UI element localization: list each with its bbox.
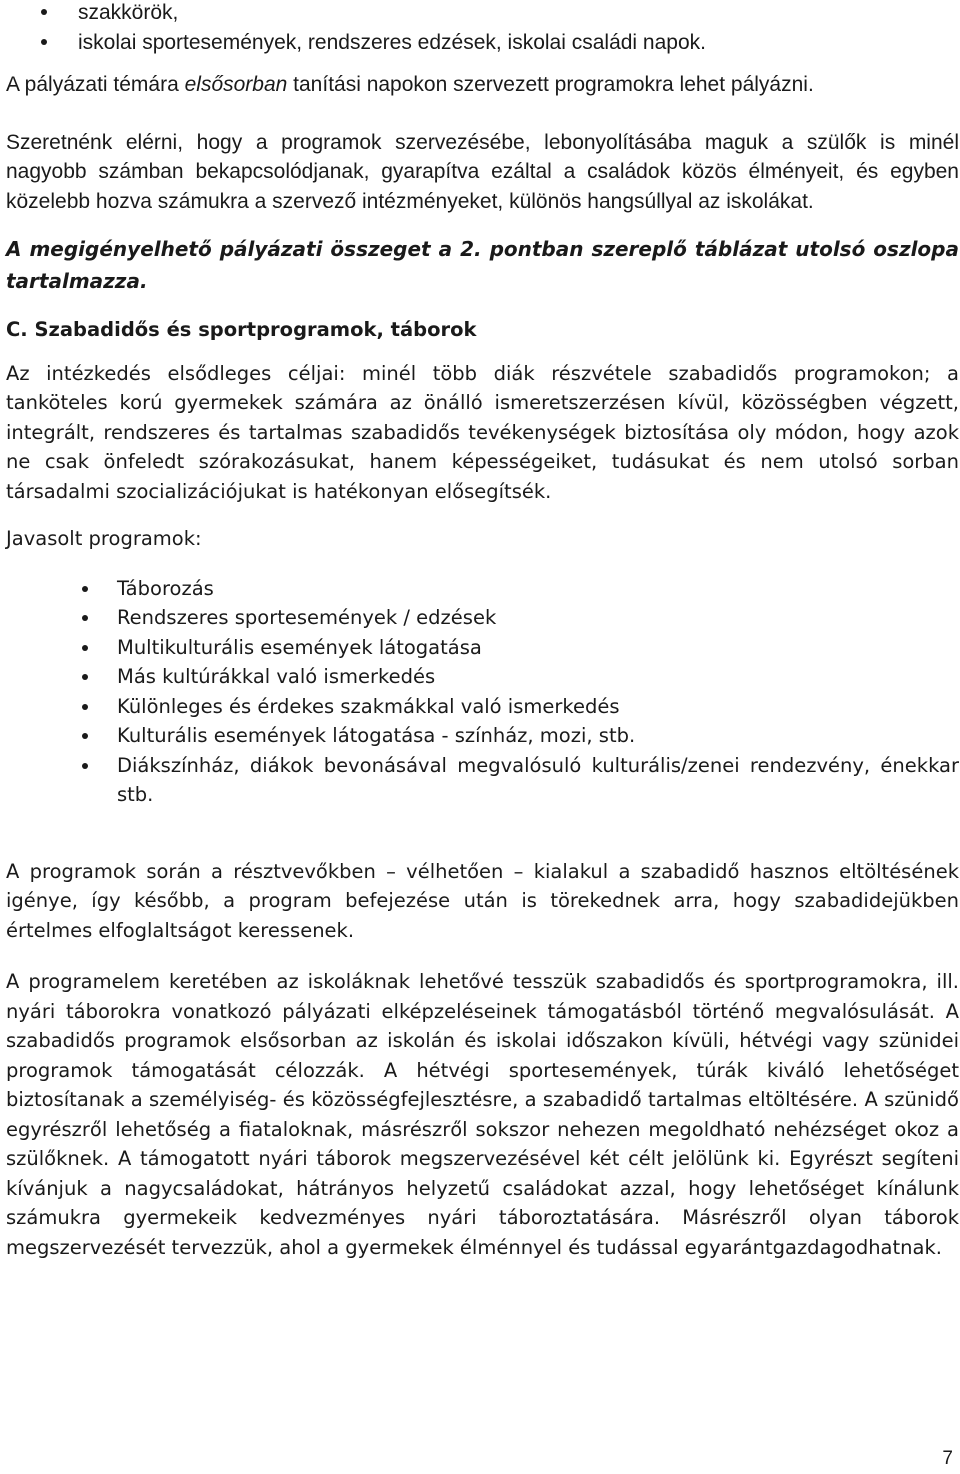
parents-paragraph: Szeretnénk elérni, hogy a programok szervezésébe, lebonyolításába maguk a szülők is minél nagyobb számban bekapcsolódjanak, gyarapítva ezáltal a családok közös élményeit, és egyben közelebb hozva számukra a szervező intézményeket, különös hangsúllyal az iskolákat.	[6, 130, 959, 213]
list-item: Kulturális események látogatása - színház, mozi, stb.	[6, 721, 959, 751]
page-number: 7	[942, 1448, 953, 1469]
bullet-icon	[41, 9, 47, 15]
goals-paragraph: Az intézkedés elsődleges céljai: minél több diák részvétele szabadidős programokon; a tanköteles korú gyermekek számára az önálló ismeretszerzésen kívül, közösségben végzett, integrált, rendszeres és tartalmas szabadidős tevékenységek biztosítása oly módon, hogy azok ne csak önfeledt szórakozásukat, hanem képességeiket, tudásukat és nem utolsó sorban társadalmi szocializációjukat is hatékonyan elősegítsék.	[6, 361, 959, 503]
proposed-programs-list	[6, 574, 959, 810]
bullet-icon	[82, 645, 88, 651]
support-paragraph: A programelem keretében az iskoláknak lehetővé tesszük szabadidős és sportprogramokra, ill. nyári táborokra vonatkozó pályázati elképzeléseinek támogatásból történő megvalósulását. A szabadidős programok elsősorban az iskolán és iskolai időszakon kívüli, hétvégi vagy szünidei programok támogatását célozzák. A hétvégi sportesemények, túrák kiváló lehetőséget biztosítanak a személyiség- és közösségfejlesztésre, a szabadidő tartalmas eltöltésére. A szünidő egyrészről lehetőség a fiataloknak, másrészről sokszor nehezen megoldható nehézséget okoz a szülőknek. A támogatott nyári táborok megszervezésével két célt jelölünk ki. Egyrészt segíteni kívánjuk a nagycsaládokat, hátrányos helyzetű családokat azzal, hogy lehetőséget kínálunk számukra gyermekeik kedvezményes nyári táboroztatására. Másrészről olyan táborok megszervezését tervezzük, ahol a gyermekek élménnyel és tudással egyarántgazdagodhatnak.	[6, 970, 959, 1259]
list-item: Táborozás	[6, 574, 959, 604]
list-item: Más kultúrákkal való ismerkedés	[6, 662, 959, 692]
bullet-icon	[41, 39, 47, 45]
intro-paragraph: A pályázati témára elsősorban tanítási napokon szervezett programokra lehet pályázni.	[6, 73, 814, 96]
top-bullet-list	[6, 0, 959, 57]
list-item: iskolai sportesemények, rendszeres edzések, iskolai családi napok.	[6, 28, 959, 58]
bullet-icon	[82, 704, 88, 710]
proposed-programs-label: Javasolt programok:	[6, 527, 202, 550]
list-item: Rendszeres sportesemények / edzések	[6, 603, 959, 633]
list-item: Multikulturális események látogatása	[6, 633, 959, 663]
bullet-icon	[82, 733, 88, 739]
amount-note: A megigényelhető pályázati összeget a 2. pontban szereplő táblázat utolsó oszlopa tartalmazza.	[6, 237, 959, 293]
list-item: Diákszínház, diákok bevonásával megvalósuló kulturális/zenei rendezvény, énekkar stb.	[6, 751, 959, 810]
outcome-paragraph: A programok során a résztvevőkben – vélhetően – kialakul a szabadidő hasznos eltöltésének igénye, így később, a program befejezése után is törekednek arra, hogy szabadidejükben értelmes elfoglaltságot keressenek.	[6, 859, 959, 942]
bullet-icon	[82, 763, 88, 769]
bullet-icon	[82, 615, 88, 621]
section-heading: C. Szabadidős és sportprogramok, táborok	[6, 318, 477, 341]
document-page	[6, 0, 959, 1262]
list-item: szakkörök,	[6, 0, 959, 28]
bullet-icon	[82, 674, 88, 680]
bullet-icon	[82, 586, 88, 592]
list-item: Különleges és érdekes szakmákkal való ismerkedés	[6, 692, 959, 722]
